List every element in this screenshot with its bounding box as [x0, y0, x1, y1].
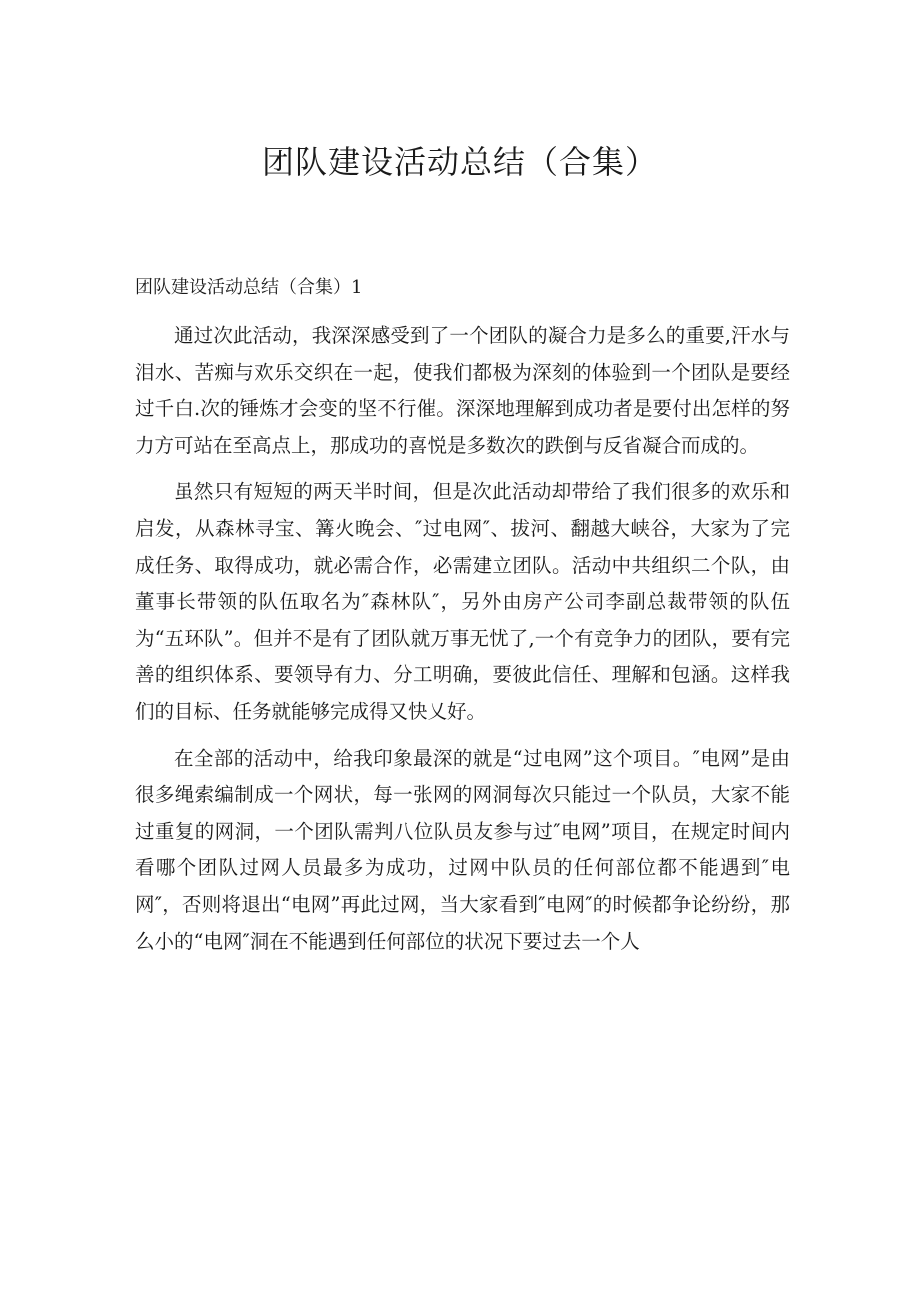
- document-title: 团队建设活动总结（合集）: [261, 143, 658, 181]
- paragraph-2: 虽然只有短短的两天半时间，但是次此活动却带给了我们很多的欢乐和启发，从森林寻宝、篝火晚会、″过电网″、拔河、翻越大峡谷，大家为了完成任务、取得成功，就必需合作，必需建立团队。活动中共组织二个队，由董事长带领的队伍取名为″森林队″，另外由房产公司李副总裁带领的队伍为“五环队”。但并不是有了团队就万事无忧了,一个有竞争力的团队，要有完善的组织体系、要领导有力、分工明确，要彼此信任、理解和包涵。这样我们的目标、任务就能够完成得又快乂好。: [135, 480, 790, 723]
- paragraph-1: 通过次此活动，我深深感受到了一个团队的凝合力是多么的重要,汗水与泪水、苦痴与欢乐交织在一起，使我们都极为深刻的体验到一个团队是要经过千白.次的锤炼才会变的坚不行催。深深地理解到成功者是要付出怎样的努力方可站在至高点上，那成功的喜悦是多数次的跌倒与反省凝合而成的。: [135, 324, 790, 457]
- section-heading: 团队建设活动总结（合集）1: [135, 277, 363, 298]
- paragraph-3: 在全部的活动中，给我印象最深的就是“过电网”这个项目。″电网”是由很多绳索编制成一个网状，每一张网的网洞每次只能过一个队员，大家不能过重复的网洞，一个团队需判八位队员友参与过″电网”项目，在规定时间内看哪个团队过网人员最多为成功，过网中队员的任何部位都不能遇到″电网″，否则将退出“电网”再此过网，当大家看到″电网″的时候都争论纷纷，那么小的“电网″洞在不能遇到任何部位的状况下要过去一个人: [135, 746, 790, 953]
- document-body: [135, 318, 790, 970]
